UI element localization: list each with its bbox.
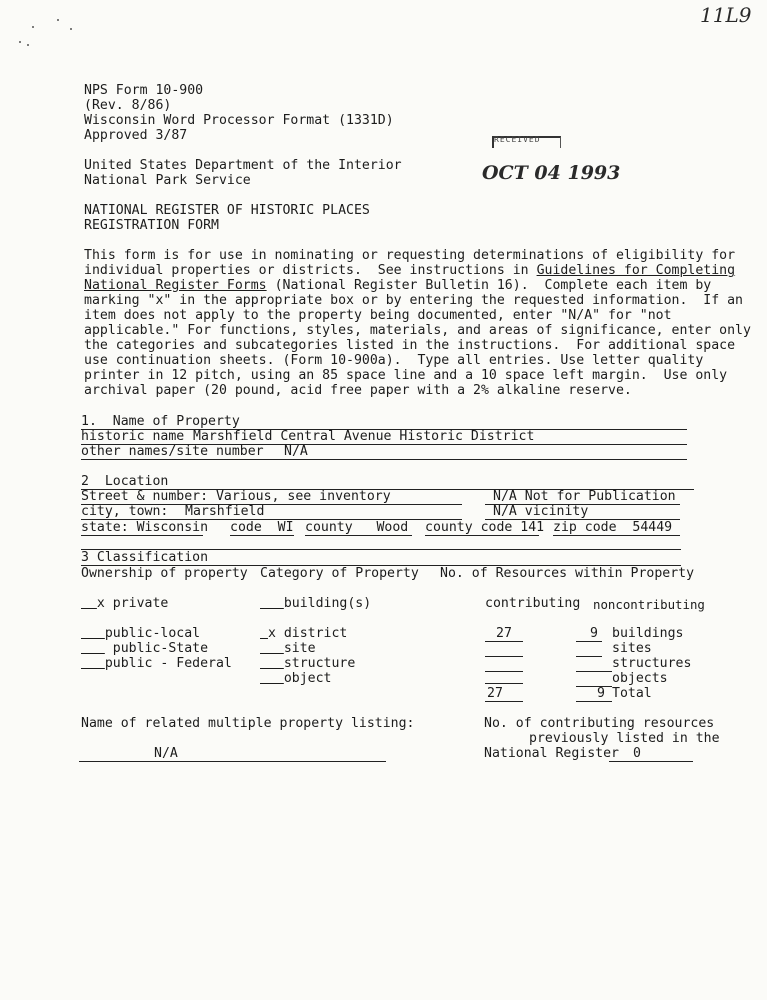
ownership-private[interactable] [81, 596, 168, 611]
category-label: site [283, 641, 316, 656]
agency-service: National Park Service [84, 173, 251, 188]
checkbox-blank [81, 656, 105, 671]
ownership-public-federal[interactable] [81, 656, 232, 671]
ownership-heading: Ownership of property [81, 566, 248, 581]
rule [609, 761, 693, 762]
scan-speck [27, 44, 29, 46]
scan-speck [57, 19, 59, 21]
objects-label: objects [612, 671, 668, 686]
category-label: structure [283, 656, 356, 671]
related-listing-label: Name of related multiple property listing: [81, 716, 415, 731]
not-for-publication[interactable]: N/A Not for Publication [493, 489, 676, 504]
rule [81, 535, 203, 536]
category-site[interactable] [260, 641, 316, 656]
instructions-line: archival paper (20 pound, acid free paper with a 2% alkaline reserve. [84, 383, 632, 398]
rule [576, 641, 602, 642]
form-number: NPS Form 10-900 [84, 83, 204, 98]
buildings-label: buildings [612, 626, 684, 641]
checkbox-blank [81, 641, 105, 656]
rule [79, 761, 386, 762]
rule [576, 701, 612, 702]
corner-handwritten-mark: 11L9 [700, 3, 752, 27]
rule [81, 459, 687, 460]
checkbox-blank [81, 596, 97, 611]
section-1-heading: 1. Name of Property [81, 414, 240, 429]
rule [305, 535, 412, 536]
resources-heading: No. of Resources within Property [440, 566, 695, 581]
rule [230, 535, 294, 536]
total-noncontributing[interactable]: 9 [597, 686, 605, 701]
agency-department: United States Department of the Interior [84, 158, 402, 173]
checkbox-blank [81, 626, 105, 641]
form-title: NATIONAL REGISTER OF HISTORIC PLACES [84, 203, 370, 218]
checkbox-blank [260, 626, 268, 641]
previously-listed-line2: previously listed in the [529, 731, 720, 746]
instructions-line: use continuation sheets. (Form 10-900a). Type all entries. Use letter quality [84, 353, 704, 368]
instructions-line [84, 263, 735, 278]
zip-code-field[interactable]: zip code 54449 [553, 520, 673, 535]
city-town-value[interactable]: Marshfield [185, 504, 265, 519]
instructions-line: the categories and subcategories listed in the instructions. For additional space [84, 338, 736, 353]
contributing-heading: contributing [485, 596, 581, 611]
instructions-line: marking "x" in the appropriate box or by entering the requested information. If an [84, 293, 743, 308]
category-label: x district [267, 626, 348, 641]
guidelines-title: National Register Forms [84, 278, 267, 293]
form-revision: (Rev. 8/86) [84, 98, 172, 113]
previously-listed-line1: No. of contributing resources [484, 716, 715, 731]
category-structure[interactable] [260, 656, 355, 671]
category-label: object [283, 671, 332, 686]
rule [576, 686, 612, 687]
section-2-heading: 2 Location [81, 474, 169, 489]
category-district[interactable] [260, 626, 347, 641]
form-format: Wisconsin Word Processor Format (1331D) [84, 113, 394, 128]
previously-listed-value[interactable]: 0 [633, 746, 641, 761]
checkbox-blank [260, 596, 284, 611]
scan-speck [70, 28, 72, 30]
section-3-heading: 3 Classification [81, 550, 209, 565]
other-names-value[interactable]: N/A [284, 444, 308, 459]
historic-name-value[interactable]: Marshfield Central Avenue Historic District [193, 429, 535, 444]
previously-listed-line3: National Register [484, 746, 619, 761]
sites-label: sites [612, 641, 652, 656]
rule [485, 656, 523, 657]
city-town-label: city, town: [81, 504, 169, 519]
buildings-noncontributing[interactable]: 9 [590, 626, 598, 641]
state-field[interactable]: state: Wisconsin [81, 520, 209, 535]
structures-label: structures [612, 656, 692, 671]
ownership-public-local[interactable] [81, 626, 200, 641]
other-names-label: other names/site number [81, 444, 264, 459]
rule [485, 641, 523, 642]
state-code-field[interactable]: code WI [230, 520, 294, 535]
checkbox-blank [260, 656, 284, 671]
rule [576, 656, 602, 657]
ownership-label: public-State [112, 641, 209, 656]
category-object[interactable] [260, 671, 331, 686]
rule [485, 683, 523, 684]
received-date-stamp: OCT 04 1993 [482, 162, 621, 184]
received-stamp-text: RECEIVED [494, 135, 541, 144]
county-code-field[interactable]: county code 141 [425, 520, 545, 535]
ownership-label: x private [96, 596, 169, 611]
scan-speck [19, 41, 21, 43]
category-building[interactable] [260, 596, 371, 611]
buildings-contributing[interactable]: 27 [496, 626, 512, 641]
checkbox-blank [260, 671, 284, 686]
related-listing-value[interactable]: N/A [154, 746, 178, 761]
noncontributing-heading: noncontributing [593, 597, 705, 612]
instructions-line: applicable." For functions, styles, materials, and areas of significance, enter only [84, 323, 751, 338]
rule [576, 671, 612, 672]
form-approved: Approved 3/87 [84, 128, 188, 143]
scan-speck [32, 26, 34, 28]
checkbox-blank [260, 641, 284, 656]
instructions-line [84, 278, 711, 293]
county-field[interactable]: county Wood [305, 520, 409, 535]
rule [485, 701, 523, 702]
instructions-text: (National Register Bulletin 16). Complete each item by [266, 278, 712, 293]
form-subtitle: REGISTRATION FORM [84, 218, 219, 233]
ownership-label: public - Federal [104, 656, 232, 671]
instructions-line: This form is for use in nominating or requesting determinations of eligibility for [84, 248, 736, 263]
ownership-public-state[interactable] [81, 641, 208, 656]
guidelines-title: Guidelines for Completing [536, 263, 736, 278]
instructions-line: printer in 12 pitch, using an 85 space line and a 10 space left margin. Use only [84, 368, 728, 383]
category-heading: Category of Property [260, 566, 419, 581]
category-label: building(s) [283, 596, 372, 611]
total-label: Total [612, 686, 652, 701]
historic-name-label: historic name [81, 429, 185, 444]
rule [425, 535, 539, 536]
total-contributing[interactable]: 27 [487, 686, 503, 701]
ownership-label: public-local [104, 626, 201, 641]
street-number-field[interactable]: Street & number: Various, see inventory [81, 489, 391, 504]
rule [485, 671, 523, 672]
rule [553, 535, 680, 536]
instructions-text: individual properties or districts. See instructions in [84, 263, 537, 278]
instructions-line: item does not apply to the property being documented, enter "N/A" for "not [84, 308, 672, 323]
vicinity-field[interactable]: N/A vicinity [493, 504, 589, 519]
